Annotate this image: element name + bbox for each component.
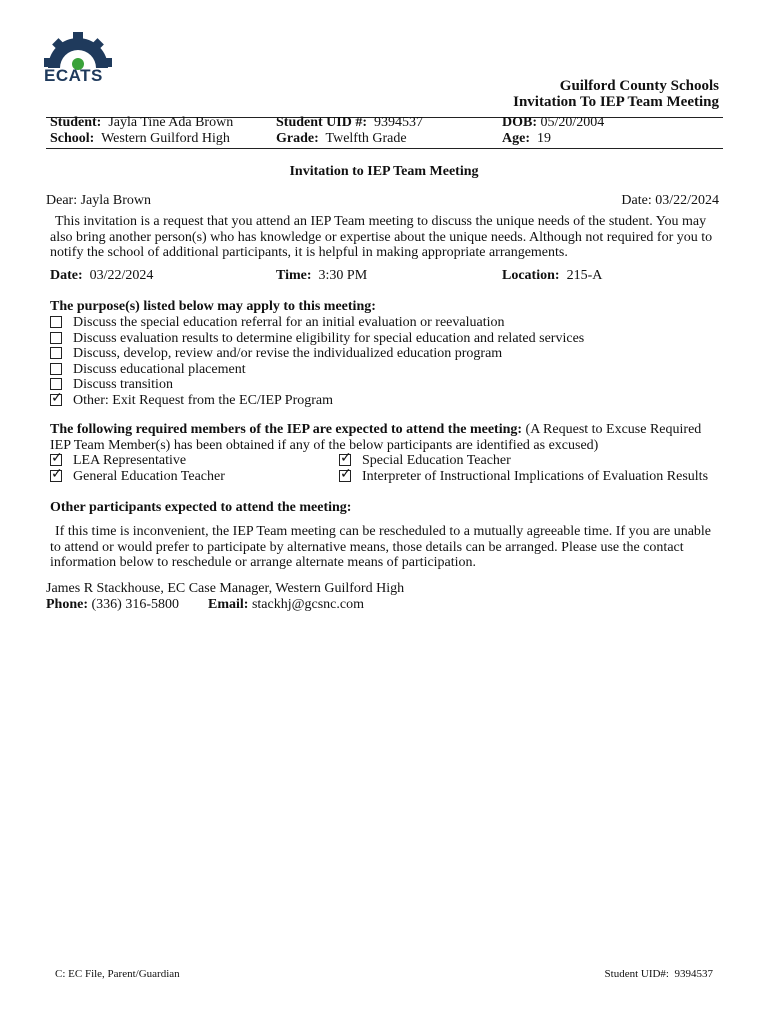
meeting-location-label: Location: bbox=[502, 268, 560, 283]
purpose-label: Discuss transition bbox=[73, 377, 173, 392]
check-icon: ✓ bbox=[51, 450, 63, 466]
document-title: Invitation To IEP Team Meeting bbox=[513, 94, 719, 110]
purpose-item bbox=[50, 389, 333, 409]
other-participants-heading: Other participants expected to attend the meeting: bbox=[50, 500, 352, 515]
contact-phone bbox=[46, 597, 179, 613]
footer-uid-label: Student UID#: bbox=[604, 968, 669, 980]
purpose-item bbox=[50, 331, 584, 347]
member-checkbox[interactable] bbox=[50, 450, 63, 466]
check-icon: ✓ bbox=[340, 465, 352, 482]
age-field bbox=[502, 131, 551, 147]
grade-field bbox=[276, 131, 407, 147]
member-label: Special Education Teacher bbox=[362, 453, 511, 468]
meeting-date bbox=[50, 268, 153, 284]
student-label: Student: bbox=[50, 115, 102, 130]
meeting-date-value: 03/22/2024 bbox=[89, 268, 154, 283]
purpose-checkbox[interactable] bbox=[50, 347, 62, 359]
grade-label: Grade: bbox=[276, 131, 319, 146]
student-field bbox=[50, 115, 233, 131]
school-label: School: bbox=[50, 131, 95, 146]
member-label: Interpreter of Instructional Implications of Evaluation Results bbox=[362, 468, 709, 484]
email-label: Email: bbox=[208, 597, 249, 612]
member-item bbox=[339, 465, 709, 485]
purpose-label: Discuss the special education referral for an initial evaluation or reevaluation bbox=[73, 315, 505, 330]
greeting: Dear: Jayla Brown bbox=[46, 193, 151, 208]
footer-cc: C: EC File, Parent/Guardian bbox=[55, 968, 180, 980]
grade-value: Twelfth Grade bbox=[325, 131, 407, 146]
required-members-heading-line bbox=[50, 422, 701, 438]
purpose-checkbox[interactable] bbox=[50, 332, 62, 344]
dob-label: DOB: bbox=[502, 115, 537, 130]
member-checkbox[interactable] bbox=[339, 465, 352, 482]
email-value[interactable]: stackhj@gcsnc.com bbox=[251, 597, 364, 612]
required-members-note-cont: IEP Team Member(s) has been obtained if any of the below participants are identified as excused) bbox=[50, 437, 599, 453]
member-checkbox[interactable] bbox=[339, 450, 352, 466]
header-rule-bottom bbox=[46, 148, 723, 149]
member-checkbox[interactable] bbox=[50, 465, 63, 482]
intro-paragraph: This invitation is a request that you attend an IEP Team meeting to discuss the unique needs of the student. You may also bring another person(s) who has knowledge or expertise about the unique needs. Although not required for you to notify the school of additional participants, it is helpful in making appropriate arrangements. bbox=[50, 214, 713, 260]
purposes-heading: The purpose(s) listed below may apply to this meeting: bbox=[50, 299, 376, 314]
purpose-label: Discuss evaluation results to determine eligibility for special education and related services bbox=[73, 330, 585, 346]
school-value: Western Guilford High bbox=[101, 131, 230, 146]
purpose-item bbox=[50, 377, 173, 393]
age-label: Age: bbox=[502, 131, 530, 146]
reschedule-paragraph: If this time is inconvenient, the IEP Team meeting can be rescheduled to a mutually agreeable time. If you are unable to attend or would prefer to participate by alternative means, those details can be arranged. Please use the contact information below to reschedule or arrange alternate means of participation. bbox=[50, 524, 712, 570]
meeting-time-label: Time: bbox=[276, 268, 312, 283]
student-value: Jayla Tine Ada Brown bbox=[108, 115, 234, 130]
member-label: LEA Representative bbox=[73, 453, 187, 468]
uid-value: 9394537 bbox=[374, 115, 424, 130]
check-icon: ✓ bbox=[51, 465, 63, 482]
contact-name: James R Stackhouse, EC Case Manager, Western Guilford High bbox=[46, 581, 405, 596]
district-name: Guilford County Schools bbox=[559, 78, 719, 94]
uid-field bbox=[276, 115, 423, 131]
member-item bbox=[50, 450, 187, 469]
contact-email bbox=[208, 597, 364, 613]
member-label: General Education Teacher bbox=[73, 468, 225, 484]
purpose-checkbox[interactable] bbox=[50, 363, 62, 375]
purpose-checkbox[interactable] bbox=[50, 378, 62, 390]
meeting-time bbox=[276, 268, 367, 284]
meeting-date-label: Date: bbox=[50, 268, 83, 283]
member-item bbox=[339, 450, 511, 469]
purpose-checkbox[interactable] bbox=[50, 316, 62, 328]
purpose-item bbox=[50, 315, 505, 331]
meeting-location bbox=[502, 268, 602, 284]
purpose-label: Discuss, develop, review and/or revise the individualized education program bbox=[73, 346, 503, 361]
purpose-checkbox[interactable] bbox=[50, 389, 63, 406]
check-icon: ✓ bbox=[340, 450, 352, 466]
phone-label: Phone: bbox=[46, 597, 88, 612]
purpose-label: Other: Exit Request from the EC/IEP Program bbox=[73, 392, 333, 408]
letter-date: Date: 03/22/2024 bbox=[621, 193, 719, 208]
footer-uid-value: 9394537 bbox=[674, 968, 713, 980]
meeting-location-value: 215-A bbox=[566, 268, 603, 283]
school-field bbox=[50, 131, 230, 147]
purpose-item bbox=[50, 346, 502, 362]
phone-value: (336) 316-5800 bbox=[91, 597, 179, 612]
footer-uid bbox=[605, 968, 713, 980]
required-members-note: (A Request to Excuse Required bbox=[522, 422, 702, 437]
gear-icon bbox=[44, 30, 112, 70]
dob-field bbox=[502, 115, 604, 131]
purpose-item bbox=[50, 362, 246, 378]
letter-title: Invitation to IEP Team Meeting bbox=[289, 164, 479, 179]
meeting-time-value: 3:30 PM bbox=[318, 268, 368, 283]
uid-label: Student UID #: bbox=[276, 115, 368, 130]
member-item bbox=[50, 465, 225, 485]
check-icon: ✓ bbox=[51, 389, 63, 406]
purpose-label: Discuss educational placement bbox=[73, 361, 246, 377]
required-members-heading: The following required members of the IEP are expected to attend the meeting: bbox=[50, 422, 523, 437]
age-value: 19 bbox=[537, 131, 551, 146]
dob-value: 05/20/2004 bbox=[540, 115, 605, 130]
logo-text: ECATS bbox=[44, 66, 103, 85]
